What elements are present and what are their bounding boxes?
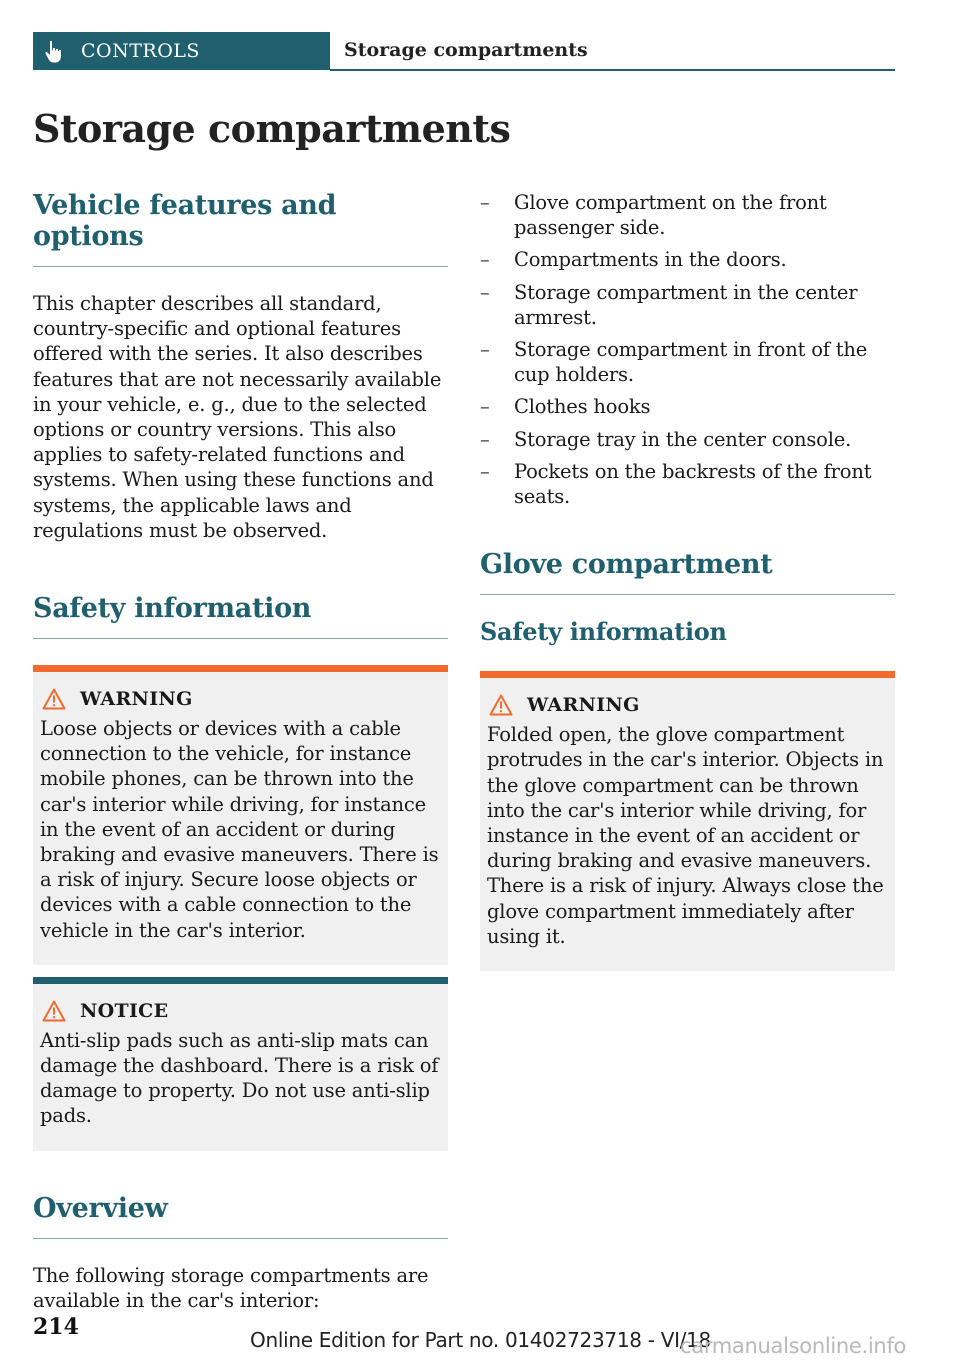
list-item: – Compartments in the doors. — [480, 248, 787, 272]
section-tab[interactable] — [33, 32, 330, 70]
list-item: – Pockets on the backrests of the front seats. — [480, 459, 872, 509]
compartment-list — [480, 190, 895, 509]
overview-text: The following storage compartments are available in the car's interior: — [33, 1263, 429, 1312]
glove-safety-heading: Safety information — [480, 617, 727, 647]
section-tab-label: CONTROLS — [81, 40, 200, 62]
list-item: – Clothes hooks — [480, 395, 651, 419]
list-item: – Glove compartment on the front passenger side. — [480, 191, 827, 240]
warning-triangle-icon — [42, 688, 66, 710]
header-rule — [330, 69, 895, 71]
safety-heading: Safety information — [33, 593, 448, 639]
glove-warning-header — [487, 692, 887, 718]
chapter-title: Storage compartments — [344, 39, 588, 61]
glove-warning-label: WARNING — [527, 694, 640, 717]
notice-text: Anti-slip pads such as anti-slip mats can damage the dashboard. There is a risk of damage to property. Do not use anti-slip pads. — [40, 1028, 439, 1128]
right-column — [480, 190, 895, 971]
list-item: – Storage tray in the center console. — [480, 427, 852, 451]
edition-footer: Online Edition for Part no. 01402723718 - VI/18 — [250, 1328, 711, 1352]
warning-header — [40, 686, 440, 712]
notice-header — [40, 998, 440, 1024]
warning-label: WARNING — [80, 688, 193, 711]
glove-warning-box — [480, 671, 895, 971]
features-text: This chapter describes all standard, country-specific and optional features offered with the series. It also describes features that are not necessarily available in your vehicle, e. g., due to the selected options or country versions. This also applies to safety-related functions and systems. When using these functions and systems, the applicable laws and regulations must be observed. — [33, 292, 442, 542]
list-item: – Storage compartment in the center armrest. — [480, 280, 858, 329]
hand-pointer-icon — [43, 40, 63, 64]
page-header — [33, 32, 895, 70]
overview-heading: Overview — [33, 1193, 448, 1239]
notice-box — [33, 977, 448, 1151]
page-title: Storage compartments — [33, 106, 511, 151]
left-column — [33, 190, 448, 1313]
glove-heading: Glove compartment — [480, 549, 895, 595]
warning-box — [33, 665, 448, 965]
watermark: carmanualsonline.info — [680, 1334, 907, 1358]
notice-label: NOTICE — [80, 999, 169, 1022]
page-number: 214 — [33, 1314, 79, 1340]
features-heading: Vehicle features and options — [33, 190, 448, 267]
warning-text: Loose objects or devices with a cable connection to the vehicle, for instance mobile phones, can be thrown into the car's interior while driving, for instance in the event of an accident or during braking and evasive maneuvers. There is a risk of injury. Secure loose objects or devices with a cable connection to the vehicle in the car's interior. — [40, 717, 439, 942]
glove-warning-text: Folded open, the glove compartment protrudes in the car's interior. Objects in the glove compartment can be thrown into the car's interior while driving, for instance in the event of an accident or during braking and evasive maneuvers. There is a risk of injury. Always close the glove compartment immediately after using it. — [487, 723, 884, 948]
notice-triangle-icon — [42, 1000, 66, 1022]
list-item: – Storage compartment in front of the cup holders. — [480, 338, 868, 387]
warning-triangle-icon — [489, 694, 513, 716]
